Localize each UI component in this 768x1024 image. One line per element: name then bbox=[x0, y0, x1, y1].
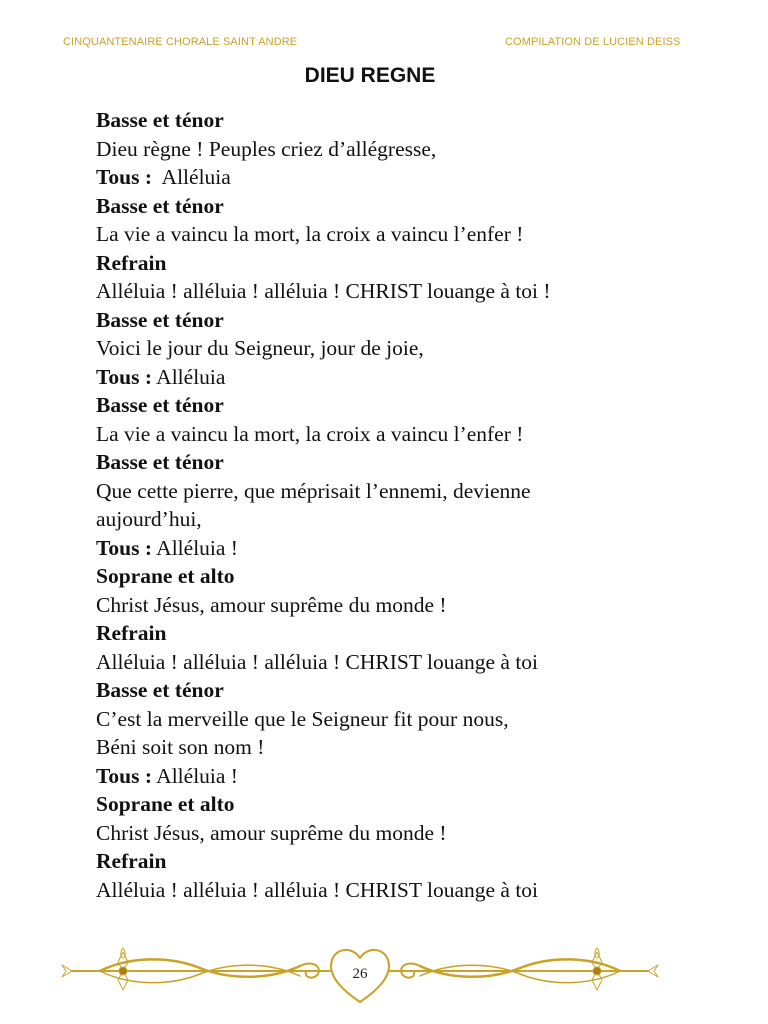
role-heading: Refrain bbox=[96, 849, 167, 873]
lyric-line: Alléluia ! alléluia ! alléluia ! CHRIST louange à toi ! bbox=[96, 279, 551, 303]
role-heading: Basse et ténor bbox=[96, 678, 224, 702]
tous-line bbox=[96, 363, 656, 392]
tous-response: Alléluia ! bbox=[151, 535, 238, 560]
role-heading: Basse et ténor bbox=[96, 307, 224, 332]
role-heading: Basse et ténor bbox=[96, 450, 224, 474]
role-heading: Soprane et alto bbox=[96, 564, 235, 588]
lyric-line: Béni soit son nom ! bbox=[96, 735, 265, 759]
tous-response: Alléluia bbox=[151, 165, 231, 189]
role-heading: Refrain bbox=[96, 250, 167, 275]
left-fleur-icon bbox=[118, 948, 128, 990]
lyric-line: Alléluia ! alléluia ! alléluia ! CHRIST louange à toi bbox=[96, 877, 539, 902]
page-number: 26 bbox=[352, 966, 368, 982]
lyrics-content bbox=[96, 106, 656, 904]
lyric-line: Christ Jésus, amour suprême du monde ! bbox=[96, 820, 447, 845]
role-heading: Basse et ténor bbox=[96, 393, 224, 417]
tous-label: Tous : bbox=[96, 364, 152, 389]
tous-line bbox=[96, 762, 656, 791]
role-heading: Soprane et alto bbox=[96, 792, 235, 816]
tous-label: Tous : bbox=[96, 535, 152, 560]
tous-label: Tous : bbox=[96, 165, 152, 189]
right-scroll-ornament bbox=[390, 959, 658, 982]
role-heading: Refrain bbox=[96, 621, 167, 645]
lyric-line: Dieu règne ! Peuples criez d’allégresse, bbox=[96, 136, 437, 161]
lyric-line: Voici le jour du Seigneur, jour de joie, bbox=[96, 336, 424, 360]
tous-label: Tous : bbox=[96, 763, 152, 788]
tous-line bbox=[96, 534, 656, 563]
tous-line bbox=[96, 163, 656, 192]
role-heading: Basse et ténor bbox=[96, 108, 224, 132]
left-scroll-ornament bbox=[62, 959, 330, 982]
lyric-line: La vie a vaincu la mort, la croix a vaincu l’enfer ! bbox=[96, 222, 524, 246]
right-fleur-icon bbox=[592, 948, 602, 990]
header-left: CINQUANTENAIRE CHORALE SAINT ANDRE bbox=[63, 36, 298, 48]
lyric-line: C’est la merveille que le Seigneur fit pour nous, bbox=[96, 706, 509, 731]
role-heading: Basse et ténor bbox=[96, 193, 224, 218]
lyric-line: Que cette pierre, que méprisait l’ennemi, devienne bbox=[96, 478, 531, 503]
lyric-line: La vie a vaincu la mort, la croix a vaincu l’enfer ! bbox=[96, 421, 524, 446]
lyric-line: aujourd’hui, bbox=[96, 507, 202, 531]
page-title: DIEU REGNE bbox=[304, 64, 436, 87]
tous-response: Alléluia bbox=[151, 364, 226, 389]
lyric-line: Alléluia ! alléluia ! alléluia ! CHRIST louange à toi bbox=[96, 649, 539, 674]
header-right: COMPILATION DE LUCIEN DEISS bbox=[505, 36, 681, 48]
lyric-line: Christ Jésus, amour suprême du monde ! bbox=[96, 592, 447, 617]
tous-response: Alléluia ! bbox=[151, 763, 238, 788]
